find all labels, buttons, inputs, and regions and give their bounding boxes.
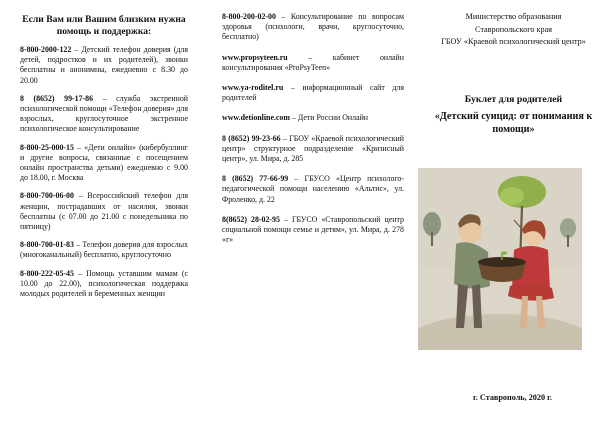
- contact-entry: [20, 143, 188, 184]
- contact-entry: [222, 113, 404, 123]
- contact-entry: [222, 83, 404, 103]
- contact-number: 8-800-25-000-15: [20, 142, 74, 152]
- contact-description: – Детский телефон доверия (для детей, подростков и их родителей), звонки бесплатны и анонимны, ежедневно с 8.30 до 20.00: [20, 45, 188, 85]
- contact-description: – Всероссийский телефон для женщин, пострадавших от насилия, звонки бесплатны (с 07.00 до 21.00 с понедельника по пятницу): [20, 191, 188, 232]
- contact-entry: [222, 53, 404, 73]
- contact-entry: [20, 269, 188, 300]
- contact-description: – Дети России Онлайн: [289, 113, 369, 123]
- contact-description: – ГБУСО «Ставропольский центр социальной помощи семье и детям», ул. Мира, д. 278 «г»: [222, 214, 404, 245]
- help-heading: Если Вам или Вашим близким нужна помощь и поддержка:: [22, 14, 186, 37]
- contact-entry: [222, 134, 404, 165]
- ministry-line-1: Министерство образования: [465, 12, 562, 21]
- contact-number: 8 (8652) 99-17-86: [20, 93, 94, 103]
- contact-entry: [20, 94, 188, 135]
- illustration-two-children-with-bowl: [418, 168, 582, 350]
- booklet-title: Буклет для родителей: [464, 93, 563, 105]
- contact-entry: [222, 215, 404, 246]
- place-year: г. Ставрополь, 2020 г.: [473, 393, 552, 402]
- contact-description: – ГБУСО «Центр психолого-педагогической помощи населению «Альтис», ул. Фроленко, д. 22: [222, 174, 404, 204]
- contact-number: 8-800-700-06-00: [20, 191, 74, 201]
- left-contact-list: [20, 45, 188, 299]
- contact-description: – «Дети онлайн» (кибербуллинг и другие вопросы, связанные с посещением онлайн пространства детьми) ежедневно с 9.00 до 18.00, г. Москва: [20, 142, 188, 183]
- contact-entry: [20, 191, 188, 232]
- contact-description: – информационный сайт для родителей: [222, 83, 404, 103]
- contact-description: – ГБОУ «Краевой психологический центр» структурное подразделение «Кризисный центр», ул. Мира, д. 285: [222, 133, 404, 164]
- contact-number: 8 (8652) 99-23-66: [222, 133, 281, 143]
- contact-description: – служба экстренной психологической помощи «Телефон доверия» для взрослых, круглосуточное экстренное психологическое консультирование: [20, 93, 189, 134]
- cover-column: [412, 0, 613, 428]
- contact-entry: [222, 174, 404, 205]
- contact-description: – Помощь уставшим мамам (с 10.00 до 22.00), психологическая поддержка молодых родителей и беременных женщин: [20, 268, 188, 299]
- middle-contact-list: [222, 12, 404, 245]
- contact-number: 8-800-222-05-45: [20, 268, 74, 278]
- contact-entry: [20, 45, 188, 86]
- booklet-subtitle: «Детский суицид: от понимания к помощи»: [434, 111, 593, 135]
- middle-column: [210, 0, 410, 428]
- contact-number: www.detionline.com: [222, 113, 290, 123]
- contact-entry: [222, 12, 404, 43]
- ministry-line-2: Ставропольского края: [475, 24, 552, 34]
- left-column: [0, 0, 200, 428]
- contact-entry: [20, 240, 188, 260]
- contact-number: 8-800-700-01-83: [20, 240, 74, 250]
- contact-number: 8(8652) 28-02-95: [222, 214, 280, 224]
- contact-description: – Консультирование по вопросам здоровья (психологи, врачи, круглосуточно, бесплатно): [222, 12, 404, 42]
- contact-number: 8 (8652) 77-66-99: [222, 174, 289, 184]
- ministry-line-3: ГБОУ «Краевой психологический центр»: [441, 37, 586, 46]
- contact-number: 8-800-2000-122: [20, 45, 72, 54]
- contact-description: – кабинет онлайн консультирования «ProPsyTeen»: [222, 52, 404, 72]
- contact-number: www.ya-roditel.ru: [222, 83, 284, 93]
- contact-description: – Телефон доверия для взрослых (многоканальный) бесплатно, круглосуточно: [20, 240, 188, 260]
- contact-number: 8-800-200-02-00: [222, 12, 276, 21]
- contact-number: www.propsyteen.ru: [222, 52, 288, 62]
